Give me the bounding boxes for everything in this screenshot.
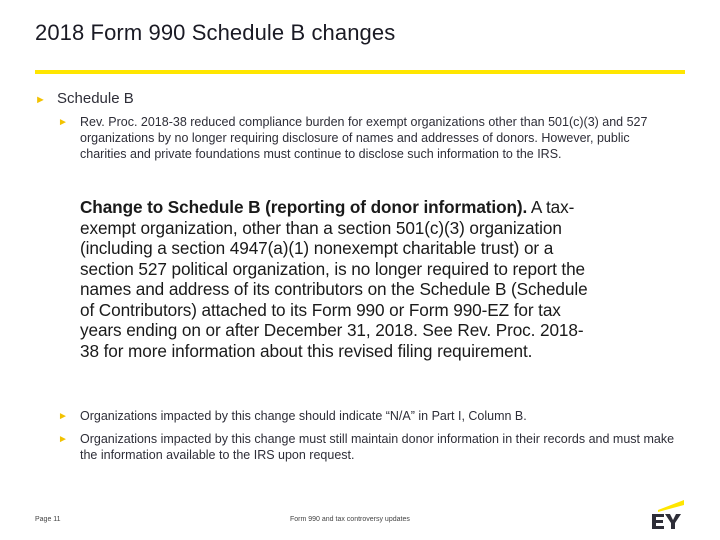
sub-bullet-text: Organizations impacted by this change should indicate “N/A” in Part I, Column B. xyxy=(80,409,527,423)
bullet-schedule-b xyxy=(35,90,134,107)
excerpt-block xyxy=(80,197,600,361)
bullet-text: Schedule B xyxy=(57,90,134,107)
triangle-right-icon: ► xyxy=(58,411,68,422)
triangle-right-icon: ► xyxy=(58,434,68,445)
triangle-right-icon: ► xyxy=(35,94,46,106)
sub-bullet-text: Organizations impacted by this change must still maintain donor information in their records and must make the information available to the IRS upon request. xyxy=(80,432,675,462)
footer-title: Form 990 and tax controversy updates xyxy=(290,516,410,523)
excerpt-heading: Change to Schedule B (reporting of donor information). xyxy=(80,197,528,217)
page-number: Page 11 xyxy=(35,516,61,523)
sub-bullet-maintain xyxy=(58,431,678,463)
excerpt-body: A tax-exempt organization, other than a section 501(c)(3) organization (including a section 4947(a)(1) nonexempt charitable trust) or a section 527 political organization, is no longer required to report the names and address of its contributors on the Schedule B (Schedule of Contributors) attached to its Form 990 or Form 990-EZ for tax years ending on or after December 31, 2018. See Rev. Proc. 2018-38 for more information about this revised filing requirement. xyxy=(80,197,588,361)
sub-bullet-na xyxy=(58,408,678,424)
slide-title: 2018 Form 990 Schedule B changes xyxy=(35,20,396,45)
title-divider xyxy=(35,70,685,74)
sub-bullet-text: Rev. Proc. 2018-38 reduced compliance burden for exempt organizations other than 501(c)(3) and 527 organizations by no longer requiring disclosure of names and addresses of donors. However, public charities and private foundations must continue to disclose such information to the IRS. xyxy=(80,115,648,161)
triangle-right-icon: ► xyxy=(58,117,68,128)
sub-bullet-rev-proc xyxy=(58,114,678,162)
ey-logo xyxy=(650,496,686,530)
